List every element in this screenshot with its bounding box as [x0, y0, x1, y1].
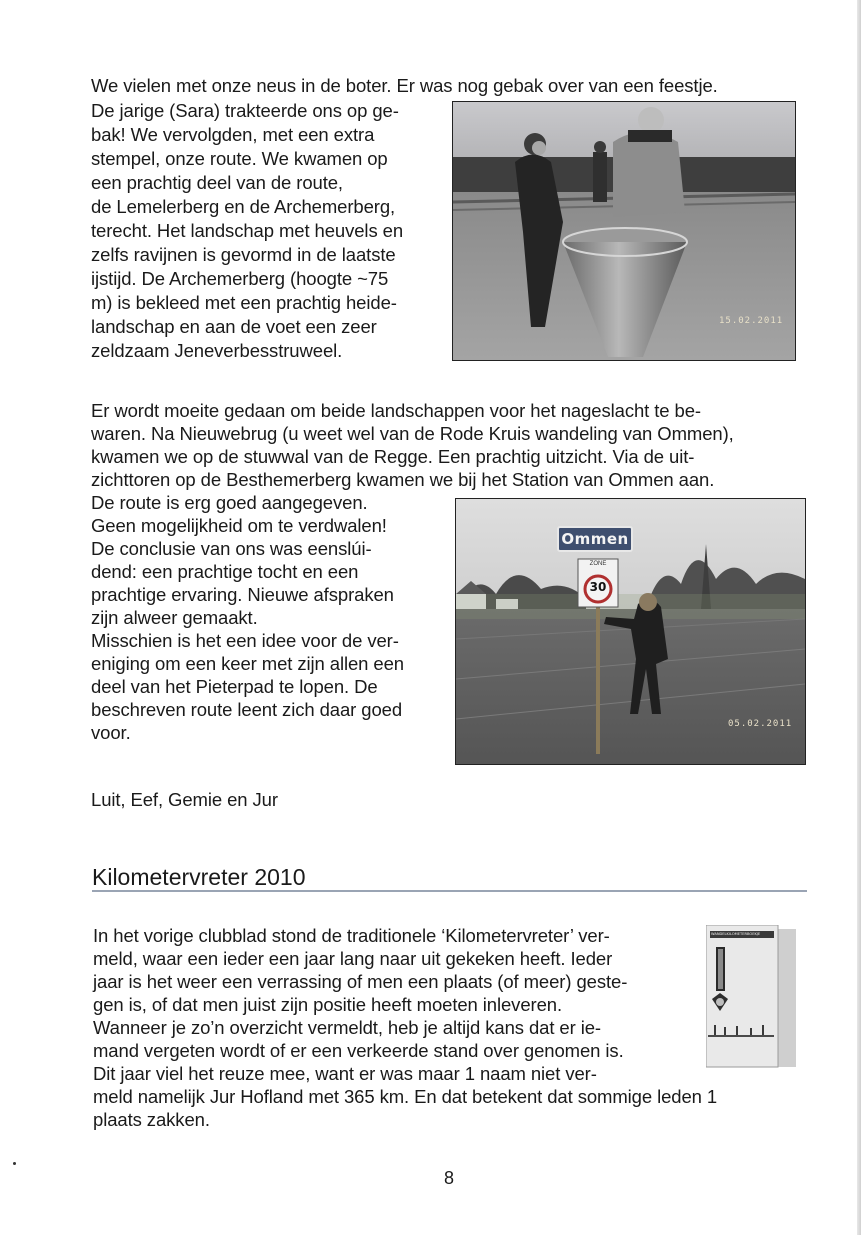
para2-line-10: zijn alweer gemaakt.: [91, 607, 258, 628]
para1-line-3: bak! We vervolgden, met een extra: [91, 124, 375, 145]
section-line-9: plaats zakken.: [93, 1109, 210, 1130]
sign-zone-label: ZONE: [589, 561, 607, 567]
para2-line-11: Misschien is het een idee voor de ver-: [91, 630, 399, 651]
photo1-date-stamp: 15.02.2011: [719, 316, 784, 326]
section-line-3: jaar is het weer een verrassing of men een plaats (of meer) geste-: [93, 971, 628, 992]
para2-line-3: kwamen we op de stuwwal van de Regge. Een prachtig uitzicht. Via de uit-: [91, 446, 695, 467]
section-line-4: gen is, of dat men juist zijn positie heeft moeten inleveren.: [93, 994, 563, 1015]
para1-line-6: de Lemelerberg en de Archemerberg,: [91, 196, 396, 217]
para1-line-12: zeldzaam Jeneverbesstruweel.: [91, 340, 343, 361]
section-divider: [92, 890, 807, 892]
page-number: 8: [444, 1168, 455, 1188]
para1-line-1: We vielen met onze neus in de boter. Er was nog gebak over van een feestje.: [91, 75, 718, 96]
para2-line-4: zichttoren op de Besthemerberg kwamen we bij het Station van Ommen aan.: [91, 469, 715, 490]
para2-line-1: Er wordt moeite gedaan om beide landschappen voor het nageslacht te be-: [91, 400, 701, 421]
para1-line-8: zelfs ravijnen is gevormd in de laatste: [91, 244, 396, 265]
section-line-6: mand vergeten wordt of er een verkeerde stand over genomen is.: [93, 1040, 624, 1061]
section-line-8: meld namelijk Jur Hofland met 365 km. En dat betekent dat sommige leden 1: [93, 1086, 718, 1107]
section-line-7: Dit jaar viel het reuze mee, want er was maar 1 naam niet ver-: [93, 1063, 597, 1084]
para2-line-9: prachtige ervaring. Nieuwe afspraken: [91, 584, 394, 605]
section-title: Kilometervreter 2010: [92, 864, 306, 890]
kilometer-booklet-image: [706, 925, 798, 1070]
section-line-5: Wanneer je zo’n overzicht vermeldt, heb je altijd kans dat er ie-: [93, 1017, 601, 1038]
sign-place-name: Ommen: [561, 530, 629, 548]
para2-line-5: De route is erg goed aangegeven.: [91, 492, 368, 513]
para1-line-7: terecht. Het landschap met heuvels en: [91, 220, 404, 241]
booklet-title: WANDELKILOMETERBOEKJE: [711, 932, 761, 936]
para2-line-8: dend: een prachtige tocht en een: [91, 561, 359, 582]
para2-line-15: voor.: [91, 722, 131, 743]
sign-speed-limit: 30: [589, 580, 607, 594]
para1-line-2: De jarige (Sara) trakteerde ons op ge-: [91, 100, 399, 121]
photo-ommen: [455, 498, 806, 765]
page-edge-shadow: [857, 0, 861, 1235]
para1-line-4: stempel, onze route. We kwamen op: [91, 148, 388, 169]
para1-line-11: landschap en aan de voet een zeer: [91, 316, 377, 337]
photo2-date-stamp: 05.02.2011: [728, 719, 793, 729]
para2-line-12: eniging om een keer met zijn allen een: [91, 653, 404, 674]
article-signature: Luit, Eef, Gemie en Jur: [91, 789, 278, 810]
para2-line-6: Geen mogelijkheid om te verdwalen!: [91, 515, 387, 536]
photo-archemerberg: [452, 101, 796, 361]
para1-line-5: een prachtig deel van de route,: [91, 172, 343, 193]
para2-line-2: waren. Na Nieuwebrug (u weet wel van de Rode Kruis wandeling van Ommen),: [91, 423, 734, 444]
para2-line-13: deel van het Pieterpad te lopen. De: [91, 676, 378, 697]
para1-line-9: ijstijd. De Archemerberg (hoogte ~75: [91, 268, 389, 289]
para1-line-10: m) is bekleed met een prachtig heide-: [91, 292, 397, 313]
section-line-1: In het vorige clubblad stond de traditionele ‘Kilometervreter’ ver-: [93, 925, 610, 946]
scan-speck: [13, 1162, 16, 1165]
para2-line-7: De conclusie van ons was eenslúi-: [91, 538, 372, 559]
para2-line-14: beschreven route leent zich daar goed: [91, 699, 403, 720]
section-line-2: meld, waar een ieder een jaar lang naar uit gekeken heeft. Ieder: [93, 948, 613, 969]
